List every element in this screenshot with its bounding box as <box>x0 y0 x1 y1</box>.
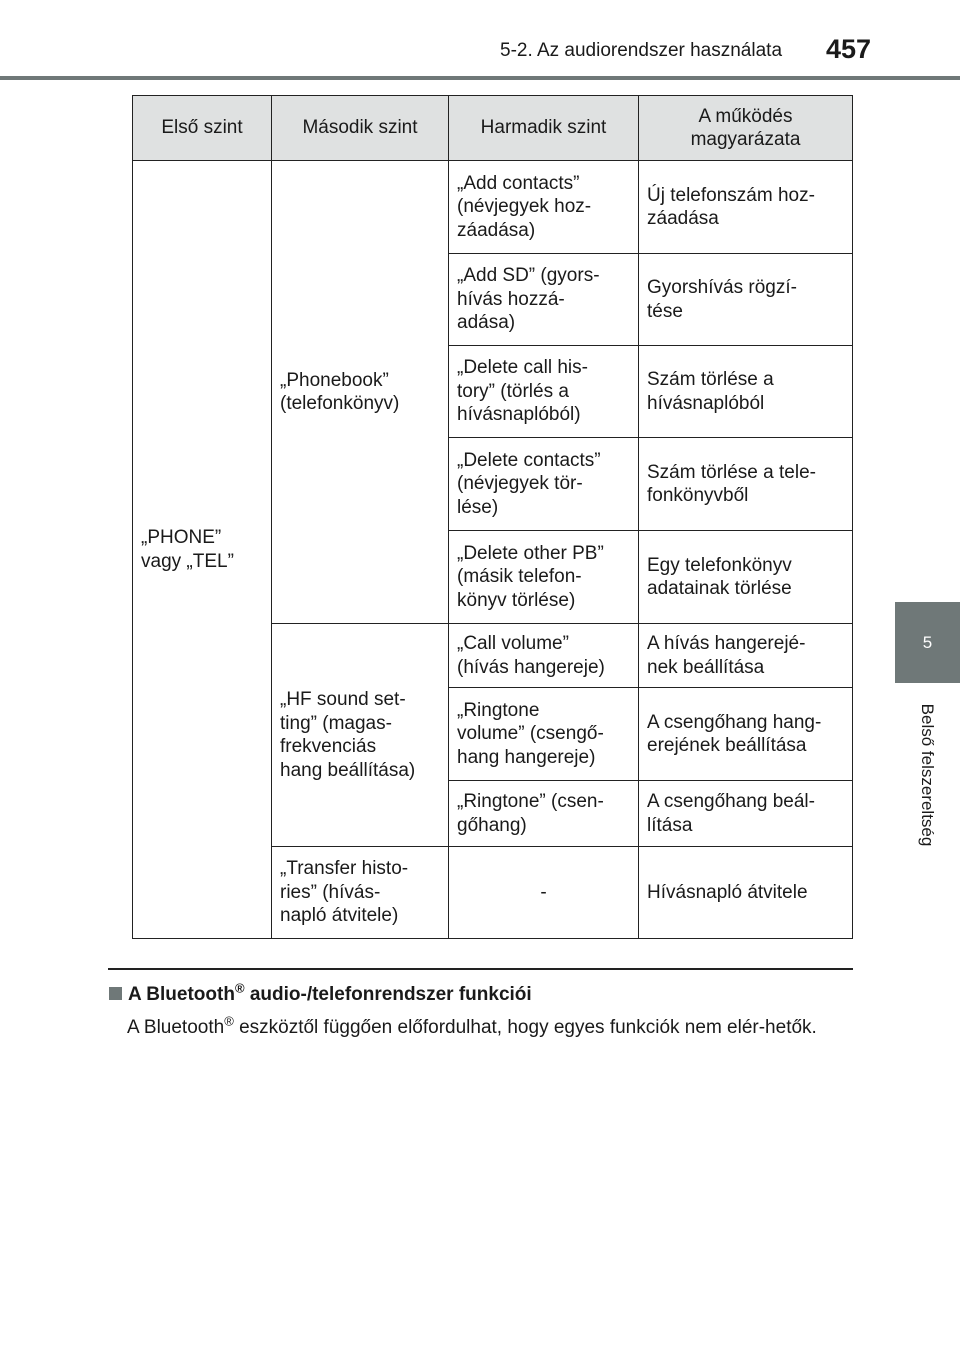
chapter-tab <box>895 602 960 683</box>
cell-dash: - <box>449 847 639 939</box>
section-body <box>127 1014 853 1042</box>
cell-hf-sound-setting: „HF sound set- ting” (magas- frekvenciás hang beállítása) <box>272 624 449 847</box>
cell-description: A hívás hangerejé- nek beállítása <box>639 624 853 688</box>
cell-level1-phone: „PHONE” vagy „TEL” <box>133 161 272 939</box>
cell-third-level: „Add SD” (gyors- hívás hozzá- adása) <box>449 254 639 346</box>
function-table <box>132 95 853 939</box>
cell-description: Gyorshívás rögzí- tése <box>639 254 853 346</box>
body-text-1: A Bluetooth <box>127 1017 225 1038</box>
cell-third-level: „Delete other PB” (másik telefon- könyv törlése) <box>449 531 639 624</box>
cell-description: A csengőhang hang- erejének beállítása <box>639 688 853 781</box>
cell-description: Egy telefonkönyv adatainak törlése <box>639 531 853 624</box>
cell-description: A csengőhang beál- lítása <box>639 781 853 847</box>
heading-text-1: A Bluetooth <box>128 984 235 1005</box>
body-text-2: eszköztől függően előfordulhat, hogy egyes funkciók nem elér-hetők. <box>233 1017 817 1038</box>
heading-text-2: audio-/telefonrendszer funkciói <box>244 984 532 1005</box>
header-third-level: Harmadik szint <box>449 96 639 161</box>
cell-third-level: „Delete call his- tory” (törlés a hívásnaplóból) <box>449 346 639 438</box>
cell-third-level: „Ringtone” (csen- gőhang) <box>449 781 639 847</box>
page-number: 457 <box>826 34 872 64</box>
table-header-row <box>133 96 853 161</box>
cell-third-level: „Add contacts” (névjegyek hoz- záadása) <box>449 161 639 254</box>
section-divider <box>108 968 853 970</box>
header-rule <box>0 76 960 80</box>
registered-mark: ® <box>234 980 245 996</box>
cell-description: Szám törlése a hívásnaplóból <box>639 346 853 438</box>
cell-third-level: „Delete contacts” (névjegyek tör- lése) <box>449 438 639 531</box>
square-bullet-icon <box>109 987 122 1000</box>
cell-description: Szám törlése a tele- fonkönyvből <box>639 438 853 531</box>
cell-third-level: „Call volume” (hívás hangereje) <box>449 624 639 688</box>
cell-transfer-histories: „Transfer histo- ries” (hívás- napló átvitele) <box>272 847 449 939</box>
chapter-number: 5 <box>922 632 933 652</box>
header-first-level: Első szint <box>133 96 272 161</box>
header-explanation: A működés magyarázata <box>639 96 853 161</box>
cell-third-level: „Ringtone volume” (csengő- hang hangereje) <box>449 688 639 781</box>
cell-description: Hívásnapló átvitele <box>639 847 853 939</box>
header-second-level: Második szint <box>272 96 449 161</box>
cell-phonebook: „Phonebook” (telefonkönyv) <box>272 161 449 624</box>
cell-description: Új telefonszám hoz- záadása <box>639 161 853 254</box>
section-title: 5-2. Az audiorendszer használata <box>500 40 783 61</box>
table-row <box>133 161 853 254</box>
registered-mark: ® <box>224 1013 234 1029</box>
section-heading <box>109 980 532 1006</box>
chapter-label: Belső felszereltség <box>918 703 937 847</box>
